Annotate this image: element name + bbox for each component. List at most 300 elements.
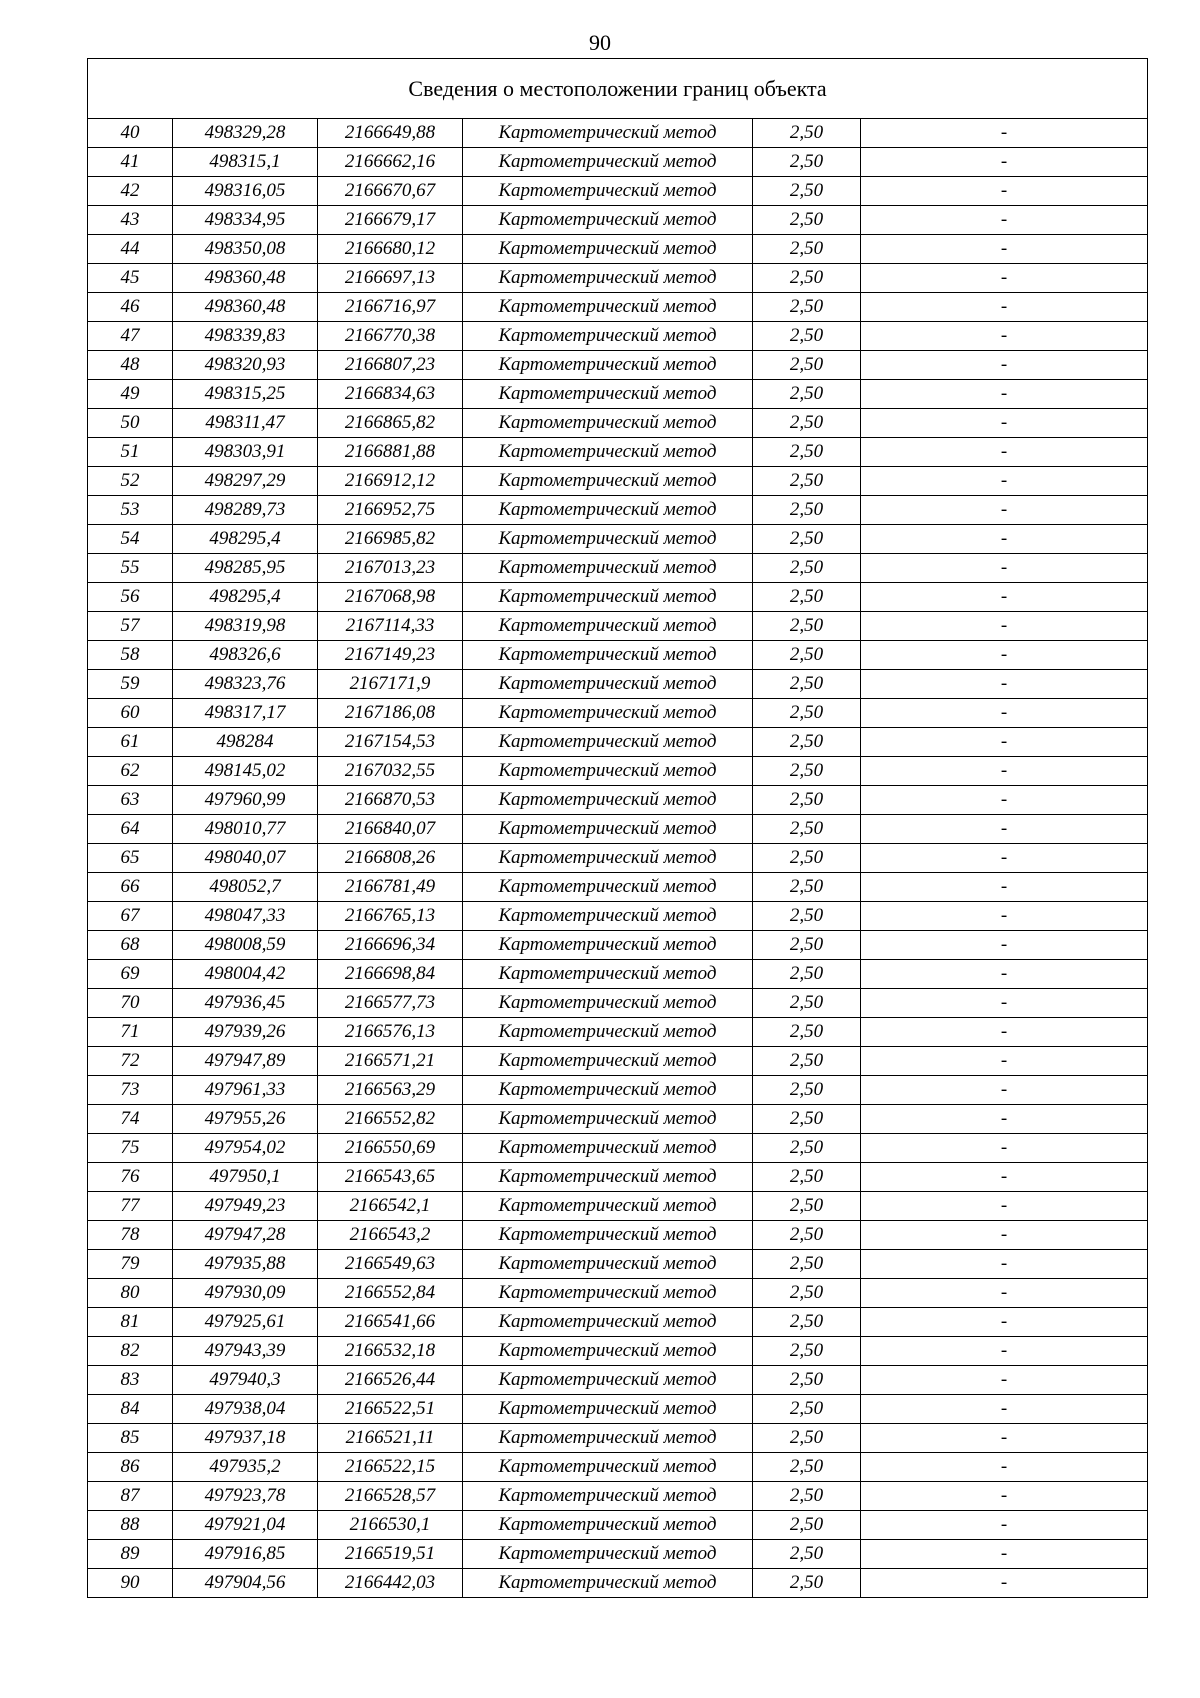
accuracy-cell: 2,50	[753, 1366, 861, 1395]
x-coordinate-cell: 498315,1	[173, 148, 318, 177]
method-cell: Картометрический метод	[463, 786, 753, 815]
description-cell: -	[861, 1047, 1148, 1076]
point-number-cell: 84	[88, 1395, 173, 1424]
description-cell: -	[861, 206, 1148, 235]
method-cell: Картометрический метод	[463, 1047, 753, 1076]
x-coordinate-cell: 497930,09	[173, 1279, 318, 1308]
x-coordinate-cell: 498297,29	[173, 467, 318, 496]
table-row	[88, 119, 1148, 148]
point-number-cell: 45	[88, 264, 173, 293]
description-cell: -	[861, 1018, 1148, 1047]
x-coordinate-cell: 498334,95	[173, 206, 318, 235]
accuracy-cell: 2,50	[753, 1482, 861, 1511]
method-cell: Картометрический метод	[463, 728, 753, 757]
accuracy-cell: 2,50	[753, 264, 861, 293]
accuracy-cell: 2,50	[753, 525, 861, 554]
x-coordinate-cell: 497960,99	[173, 786, 318, 815]
point-number-cell: 43	[88, 206, 173, 235]
table-row	[88, 641, 1148, 670]
description-cell: -	[861, 1192, 1148, 1221]
table-row	[88, 177, 1148, 206]
method-cell: Картометрический метод	[463, 322, 753, 351]
accuracy-cell: 2,50	[753, 351, 861, 380]
description-cell: -	[861, 1279, 1148, 1308]
method-cell: Картометрический метод	[463, 525, 753, 554]
accuracy-cell: 2,50	[753, 1076, 861, 1105]
accuracy-cell: 2,50	[753, 322, 861, 351]
accuracy-cell: 2,50	[753, 873, 861, 902]
x-coordinate-cell: 498315,25	[173, 380, 318, 409]
x-coordinate-cell: 497937,18	[173, 1424, 318, 1453]
accuracy-cell: 2,50	[753, 235, 861, 264]
point-number-cell: 69	[88, 960, 173, 989]
point-number-cell: 40	[88, 119, 173, 148]
description-cell: -	[861, 235, 1148, 264]
table-row	[88, 1076, 1148, 1105]
table-body	[88, 59, 1148, 1598]
y-coordinate-cell: 2166576,13	[318, 1018, 463, 1047]
method-cell: Картометрический метод	[463, 1569, 753, 1598]
method-cell: Картометрический метод	[463, 1453, 753, 1482]
description-cell: -	[861, 670, 1148, 699]
table-row	[88, 902, 1148, 931]
description-cell: -	[861, 873, 1148, 902]
description-cell: -	[861, 1482, 1148, 1511]
method-cell: Картометрический метод	[463, 757, 753, 786]
y-coordinate-cell: 2166716,97	[318, 293, 463, 322]
accuracy-cell: 2,50	[753, 670, 861, 699]
method-cell: Картометрический метод	[463, 844, 753, 873]
x-coordinate-cell: 498008,59	[173, 931, 318, 960]
point-number-cell: 88	[88, 1511, 173, 1540]
table-row	[88, 322, 1148, 351]
description-cell: -	[861, 1511, 1148, 1540]
point-number-cell: 86	[88, 1453, 173, 1482]
description-cell: -	[861, 1337, 1148, 1366]
y-coordinate-cell: 2166549,63	[318, 1250, 463, 1279]
x-coordinate-cell: 497949,23	[173, 1192, 318, 1221]
accuracy-cell: 2,50	[753, 554, 861, 583]
description-cell: -	[861, 815, 1148, 844]
x-coordinate-cell: 497923,78	[173, 1482, 318, 1511]
table-row	[88, 699, 1148, 728]
x-coordinate-cell: 498285,95	[173, 554, 318, 583]
x-coordinate-cell: 497936,45	[173, 989, 318, 1018]
point-number-cell: 90	[88, 1569, 173, 1598]
method-cell: Картометрический метод	[463, 148, 753, 177]
point-number-cell: 68	[88, 931, 173, 960]
table-row	[88, 931, 1148, 960]
point-number-cell: 46	[88, 293, 173, 322]
y-coordinate-cell: 2166985,82	[318, 525, 463, 554]
y-coordinate-cell: 2166442,03	[318, 1569, 463, 1598]
y-coordinate-cell: 2166870,53	[318, 786, 463, 815]
description-cell: -	[861, 1569, 1148, 1598]
x-coordinate-cell: 498360,48	[173, 293, 318, 322]
y-coordinate-cell: 2166697,13	[318, 264, 463, 293]
y-coordinate-cell: 2166526,44	[318, 1366, 463, 1395]
x-coordinate-cell: 498323,76	[173, 670, 318, 699]
x-coordinate-cell: 498319,98	[173, 612, 318, 641]
table-row	[88, 1134, 1148, 1163]
description-cell: -	[861, 322, 1148, 351]
table-row	[88, 786, 1148, 815]
description-cell: -	[861, 699, 1148, 728]
point-number-cell: 81	[88, 1308, 173, 1337]
y-coordinate-cell: 2166670,67	[318, 177, 463, 206]
accuracy-cell: 2,50	[753, 409, 861, 438]
point-number-cell: 87	[88, 1482, 173, 1511]
point-number-cell: 77	[88, 1192, 173, 1221]
point-number-cell: 80	[88, 1279, 173, 1308]
table-row	[88, 670, 1148, 699]
y-coordinate-cell: 2166770,38	[318, 322, 463, 351]
description-cell: -	[861, 525, 1148, 554]
method-cell: Картометрический метод	[463, 409, 753, 438]
point-number-cell: 54	[88, 525, 173, 554]
point-number-cell: 57	[88, 612, 173, 641]
y-coordinate-cell: 2166563,29	[318, 1076, 463, 1105]
y-coordinate-cell: 2166542,1	[318, 1192, 463, 1221]
table-row	[88, 1308, 1148, 1337]
accuracy-cell: 2,50	[753, 1047, 861, 1076]
accuracy-cell: 2,50	[753, 728, 861, 757]
table-row	[88, 728, 1148, 757]
description-cell: -	[861, 1540, 1148, 1569]
accuracy-cell: 2,50	[753, 177, 861, 206]
description-cell: -	[861, 1134, 1148, 1163]
method-cell: Картометрический метод	[463, 554, 753, 583]
method-cell: Картометрический метод	[463, 119, 753, 148]
x-coordinate-cell: 498289,73	[173, 496, 318, 525]
y-coordinate-cell: 2166532,18	[318, 1337, 463, 1366]
point-number-cell: 64	[88, 815, 173, 844]
accuracy-cell: 2,50	[753, 1018, 861, 1047]
method-cell: Картометрический метод	[463, 1134, 753, 1163]
y-coordinate-cell: 2166765,13	[318, 902, 463, 931]
accuracy-cell: 2,50	[753, 583, 861, 612]
x-coordinate-cell: 498317,17	[173, 699, 318, 728]
accuracy-cell: 2,50	[753, 1192, 861, 1221]
x-coordinate-cell: 498311,47	[173, 409, 318, 438]
x-coordinate-cell: 497916,85	[173, 1540, 318, 1569]
accuracy-cell: 2,50	[753, 380, 861, 409]
y-coordinate-cell: 2166577,73	[318, 989, 463, 1018]
y-coordinate-cell: 2166840,07	[318, 815, 463, 844]
table-row	[88, 1279, 1148, 1308]
description-cell: -	[861, 960, 1148, 989]
x-coordinate-cell: 497954,02	[173, 1134, 318, 1163]
y-coordinate-cell: 2166912,12	[318, 467, 463, 496]
table-title-row	[88, 59, 1148, 119]
method-cell: Картометрический метод	[463, 1163, 753, 1192]
point-number-cell: 66	[88, 873, 173, 902]
x-coordinate-cell: 498004,42	[173, 960, 318, 989]
accuracy-cell: 2,50	[753, 148, 861, 177]
method-cell: Картометрический метод	[463, 264, 753, 293]
point-number-cell: 59	[88, 670, 173, 699]
x-coordinate-cell: 498360,48	[173, 264, 318, 293]
method-cell: Картометрический метод	[463, 496, 753, 525]
table-title: Сведения о местоположении границ объекта	[88, 59, 1148, 119]
method-cell: Картометрический метод	[463, 235, 753, 264]
y-coordinate-cell: 2166541,66	[318, 1308, 463, 1337]
method-cell: Картометрический метод	[463, 960, 753, 989]
x-coordinate-cell: 498326,6	[173, 641, 318, 670]
accuracy-cell: 2,50	[753, 206, 861, 235]
point-number-cell: 72	[88, 1047, 173, 1076]
y-coordinate-cell: 2166571,21	[318, 1047, 463, 1076]
table-row	[88, 757, 1148, 786]
point-number-cell: 89	[88, 1540, 173, 1569]
accuracy-cell: 2,50	[753, 119, 861, 148]
point-number-cell: 83	[88, 1366, 173, 1395]
accuracy-cell: 2,50	[753, 1250, 861, 1279]
description-cell: -	[861, 467, 1148, 496]
description-cell: -	[861, 1076, 1148, 1105]
y-coordinate-cell: 2167013,23	[318, 554, 463, 583]
accuracy-cell: 2,50	[753, 931, 861, 960]
y-coordinate-cell: 2166834,63	[318, 380, 463, 409]
method-cell: Картометрический метод	[463, 641, 753, 670]
y-coordinate-cell: 2167114,33	[318, 612, 463, 641]
table-row	[88, 960, 1148, 989]
y-coordinate-cell: 2166528,57	[318, 1482, 463, 1511]
description-cell: -	[861, 1424, 1148, 1453]
y-coordinate-cell: 2166550,69	[318, 1134, 463, 1163]
description-cell: -	[861, 786, 1148, 815]
accuracy-cell: 2,50	[753, 815, 861, 844]
point-number-cell: 82	[88, 1337, 173, 1366]
accuracy-cell: 2,50	[753, 612, 861, 641]
y-coordinate-cell: 2166649,88	[318, 119, 463, 148]
accuracy-cell: 2,50	[753, 1395, 861, 1424]
table-row	[88, 1482, 1148, 1511]
method-cell: Картометрический метод	[463, 670, 753, 699]
method-cell: Картометрический метод	[463, 873, 753, 902]
point-number-cell: 62	[88, 757, 173, 786]
point-number-cell: 47	[88, 322, 173, 351]
x-coordinate-cell: 497921,04	[173, 1511, 318, 1540]
method-cell: Картометрический метод	[463, 815, 753, 844]
description-cell: -	[861, 1453, 1148, 1482]
description-cell: -	[861, 1221, 1148, 1250]
accuracy-cell: 2,50	[753, 844, 861, 873]
table-row	[88, 467, 1148, 496]
x-coordinate-cell: 498295,4	[173, 583, 318, 612]
description-cell: -	[861, 351, 1148, 380]
point-number-cell: 67	[88, 902, 173, 931]
accuracy-cell: 2,50	[753, 438, 861, 467]
accuracy-cell: 2,50	[753, 786, 861, 815]
point-number-cell: 60	[88, 699, 173, 728]
method-cell: Картометрический метод	[463, 380, 753, 409]
method-cell: Картометрический метод	[463, 1192, 753, 1221]
accuracy-cell: 2,50	[753, 1221, 861, 1250]
y-coordinate-cell: 2167171,9	[318, 670, 463, 699]
x-coordinate-cell: 498295,4	[173, 525, 318, 554]
method-cell: Картометрический метод	[463, 351, 753, 380]
x-coordinate-cell: 498303,91	[173, 438, 318, 467]
description-cell: -	[861, 641, 1148, 670]
table-row	[88, 583, 1148, 612]
description-cell: -	[861, 496, 1148, 525]
description-cell: -	[861, 177, 1148, 206]
point-number-cell: 44	[88, 235, 173, 264]
y-coordinate-cell: 2167154,53	[318, 728, 463, 757]
table-row	[88, 1569, 1148, 1598]
description-cell: -	[861, 844, 1148, 873]
method-cell: Картометрический метод	[463, 1511, 753, 1540]
point-number-cell: 53	[88, 496, 173, 525]
point-number-cell: 73	[88, 1076, 173, 1105]
description-cell: -	[861, 1105, 1148, 1134]
table-row	[88, 1221, 1148, 1250]
description-cell: -	[861, 1250, 1148, 1279]
method-cell: Картометрический метод	[463, 1250, 753, 1279]
y-coordinate-cell: 2166698,84	[318, 960, 463, 989]
point-number-cell: 65	[88, 844, 173, 873]
y-coordinate-cell: 2166521,11	[318, 1424, 463, 1453]
method-cell: Картометрический метод	[463, 583, 753, 612]
table-row	[88, 438, 1148, 467]
accuracy-cell: 2,50	[753, 960, 861, 989]
x-coordinate-cell: 497950,1	[173, 1163, 318, 1192]
description-cell: -	[861, 989, 1148, 1018]
description-cell: -	[861, 148, 1148, 177]
point-number-cell: 74	[88, 1105, 173, 1134]
x-coordinate-cell: 498320,93	[173, 351, 318, 380]
accuracy-cell: 2,50	[753, 1569, 861, 1598]
x-coordinate-cell: 497938,04	[173, 1395, 318, 1424]
y-coordinate-cell: 2167068,98	[318, 583, 463, 612]
y-coordinate-cell: 2166881,88	[318, 438, 463, 467]
table-row	[88, 148, 1148, 177]
table-row	[88, 612, 1148, 641]
method-cell: Картометрический метод	[463, 1540, 753, 1569]
method-cell: Картометрический метод	[463, 1424, 753, 1453]
y-coordinate-cell: 2166865,82	[318, 409, 463, 438]
accuracy-cell: 2,50	[753, 293, 861, 322]
table-row	[88, 815, 1148, 844]
y-coordinate-cell: 2166519,51	[318, 1540, 463, 1569]
table-row	[88, 409, 1148, 438]
method-cell: Картометрический метод	[463, 1337, 753, 1366]
method-cell: Картометрический метод	[463, 1279, 753, 1308]
x-coordinate-cell: 497947,28	[173, 1221, 318, 1250]
y-coordinate-cell: 2167032,55	[318, 757, 463, 786]
accuracy-cell: 2,50	[753, 699, 861, 728]
x-coordinate-cell: 498145,02	[173, 757, 318, 786]
table-row	[88, 873, 1148, 902]
accuracy-cell: 2,50	[753, 902, 861, 931]
table-row	[88, 1540, 1148, 1569]
description-cell: -	[861, 1308, 1148, 1337]
accuracy-cell: 2,50	[753, 1453, 861, 1482]
point-number-cell: 52	[88, 467, 173, 496]
table-row	[88, 554, 1148, 583]
table-row	[88, 264, 1148, 293]
accuracy-cell: 2,50	[753, 1337, 861, 1366]
x-coordinate-cell: 498040,07	[173, 844, 318, 873]
description-cell: -	[861, 1163, 1148, 1192]
point-number-cell: 55	[88, 554, 173, 583]
accuracy-cell: 2,50	[753, 641, 861, 670]
method-cell: Картометрический метод	[463, 177, 753, 206]
point-number-cell: 70	[88, 989, 173, 1018]
x-coordinate-cell: 498284	[173, 728, 318, 757]
method-cell: Картометрический метод	[463, 989, 753, 1018]
table-row	[88, 235, 1148, 264]
table-row	[88, 1047, 1148, 1076]
y-coordinate-cell: 2166680,12	[318, 235, 463, 264]
method-cell: Картометрический метод	[463, 1076, 753, 1105]
accuracy-cell: 2,50	[753, 496, 861, 525]
table-row	[88, 1453, 1148, 1482]
table-row	[88, 206, 1148, 235]
table-row	[88, 1424, 1148, 1453]
point-number-cell: 78	[88, 1221, 173, 1250]
accuracy-cell: 2,50	[753, 1163, 861, 1192]
boundary-coordinates-table	[87, 58, 1148, 1598]
y-coordinate-cell: 2166679,17	[318, 206, 463, 235]
point-number-cell: 63	[88, 786, 173, 815]
method-cell: Картометрический метод	[463, 438, 753, 467]
x-coordinate-cell: 497955,26	[173, 1105, 318, 1134]
x-coordinate-cell: 498047,33	[173, 902, 318, 931]
method-cell: Картометрический метод	[463, 206, 753, 235]
accuracy-cell: 2,50	[753, 989, 861, 1018]
table-row	[88, 1511, 1148, 1540]
y-coordinate-cell: 2166543,2	[318, 1221, 463, 1250]
description-cell: -	[861, 438, 1148, 467]
method-cell: Картометрический метод	[463, 1105, 753, 1134]
point-number-cell: 56	[88, 583, 173, 612]
y-coordinate-cell: 2166952,75	[318, 496, 463, 525]
method-cell: Картометрический метод	[463, 293, 753, 322]
accuracy-cell: 2,50	[753, 1511, 861, 1540]
method-cell: Картометрический метод	[463, 1308, 753, 1337]
y-coordinate-cell: 2166807,23	[318, 351, 463, 380]
x-coordinate-cell: 497943,39	[173, 1337, 318, 1366]
description-cell: -	[861, 409, 1148, 438]
accuracy-cell: 2,50	[753, 1424, 861, 1453]
method-cell: Картометрический метод	[463, 1482, 753, 1511]
method-cell: Картометрический метод	[463, 931, 753, 960]
x-coordinate-cell: 497947,89	[173, 1047, 318, 1076]
accuracy-cell: 2,50	[753, 1105, 861, 1134]
x-coordinate-cell: 498010,77	[173, 815, 318, 844]
accuracy-cell: 2,50	[753, 467, 861, 496]
point-number-cell: 51	[88, 438, 173, 467]
x-coordinate-cell: 498329,28	[173, 119, 318, 148]
x-coordinate-cell: 498052,7	[173, 873, 318, 902]
method-cell: Картометрический метод	[463, 699, 753, 728]
y-coordinate-cell: 2166662,16	[318, 148, 463, 177]
table-row	[88, 1105, 1148, 1134]
table-row	[88, 1250, 1148, 1279]
table-row	[88, 1192, 1148, 1221]
table-row	[88, 1163, 1148, 1192]
x-coordinate-cell: 497935,88	[173, 1250, 318, 1279]
x-coordinate-cell: 497939,26	[173, 1018, 318, 1047]
table-row	[88, 844, 1148, 873]
table-row	[88, 1018, 1148, 1047]
y-coordinate-cell: 2166552,84	[318, 1279, 463, 1308]
description-cell: -	[861, 757, 1148, 786]
x-coordinate-cell: 498350,08	[173, 235, 318, 264]
point-number-cell: 50	[88, 409, 173, 438]
